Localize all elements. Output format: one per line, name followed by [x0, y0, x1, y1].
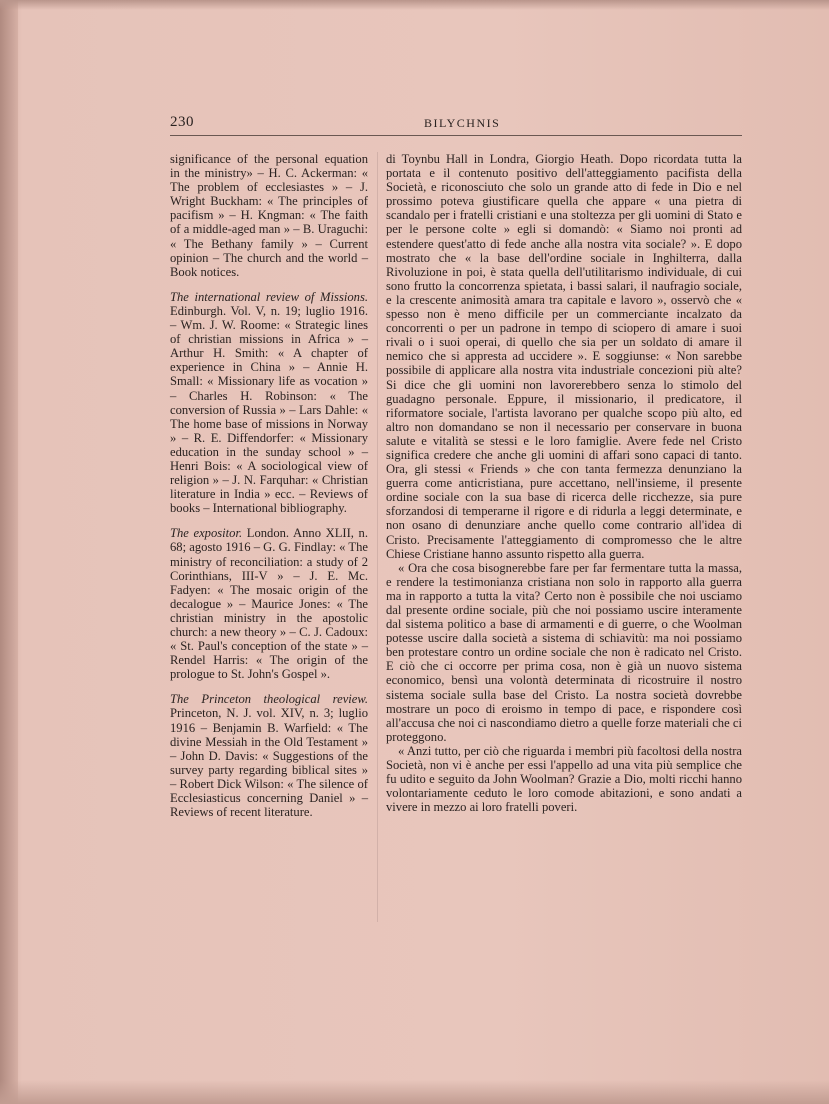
column-divider [377, 152, 378, 922]
left-paragraph-text: significance of the personal equation in the ministry» – H. C. Ackerman: « The problem of ecclesiastes » – J. Wright Buckham: « The principles of pacifism » – H. Kngman: « The faith of a middle-aged man » – B. Uraguchi: « The Bethany family » – Current opinion – The church and the world – Book notices. [170, 152, 368, 279]
page-bottom-edge [0, 1080, 829, 1104]
journal-contents: Edinburgh. Vol. V, n. 19; luglio 1916. – Wm. J. W. Roome: « Strategic lines of christian missions in Africa » – Arthur H. Smith: « A chapter of experience in China » – Annie H. Small: « Missionary life as vocation » – Charles H. Robinson: « The conversion of Russia » – Lars Dahle: « The home base of missions in Norway » – R. E. Diffendorfer: « Missionary education in the sunday school » – Henri Bois: « A sociological view of religion » – J. N. Farquhar: « Christian literature in India » ecc. – Reviews of books – International bibliography. [170, 303, 368, 516]
page-header [170, 114, 742, 136]
left-column [170, 152, 368, 830]
right-paragraph: « Anzi tutto, per ciò che riguarda i membri più facoltosi della nostra Società, non vi è anche per essi l'appello ad una vita più semplice che fu udito e seguito da John Woolman? Grazie a Dio, molti ricchi hanno volontariamente ceduto le loro comode abitazioni, e sono andati a vivere in mezzo ai loro fratelli poveri. [386, 743, 742, 815]
journal-entry [170, 290, 368, 516]
left-paragraph [170, 152, 368, 279]
running-title: BILYCHNIS [424, 116, 501, 130]
header-rule [170, 135, 742, 136]
journal-contents: London. Anno XLII, n. 68; agosto 1916 – G. G. Findlay: « The ministry of reconciliation: a study of 2 Corinthians, III-V » – J. E. Mc. Fadyen: « The mosaic origin of the decalogue » – Maurice Jones: « The christian ministry in the apostolic church: a new theory » – C. J. Cadoux: « St. Paul's conception of the state » – Rendel Harris: « The origin of the prologue to St. John's Gospel ». [170, 526, 368, 682]
right-column [386, 152, 742, 814]
journal-title: The Princeton theological review. [170, 692, 368, 707]
journal-entry [170, 692, 368, 819]
journal-title: The expositor. [170, 526, 243, 541]
journal-contents: Princeton, N. J. vol. XIV, n. 3; luglio 1916 – Benjamin B. Warfield: « The divine Messiah in the Old Testament » – John D. Davis: « Suggestions of the survey party regarding biblical sites » – Robert Dick Wilson: « The silence of Ecclesiasticus concerning Daniel » – Reviews of recent literature. [170, 706, 368, 820]
right-paragraph: « Ora che cosa bisognerebbe fare per far fermentare tutta la massa, e rendere la testimonianza cristiana non solo in rapporto alla guerra ma in rapporto a tutta la vita? Certo non è possibile che noi usciamo dal presente ordine sociale, più che noi possiamo uscire interamente dal sistema politico a base di armamenti e di guerre, o che Woolman potesse uscire dalla società a sistema di schiavitù: ma noi possiamo ben protestare contro un ordine sociale che non è radicato nel Cristo. E ciò che ci occorre per prima cosa, non è già un nuovo sistema economico, bensì una volontà determinata di ricostruire il nostro sistema sociale sulla base del Cristo. La nostra società dovrebbe mostrare un poco di eroismo in tempo di pace, e rispondere così all'accusa che noi ci nascondiamo dietro a quelle forze materiali che ci proteggono. [386, 560, 742, 744]
page-number: 230 [170, 114, 194, 130]
journal-entry [170, 526, 368, 681]
page-binding [0, 0, 18, 1104]
page-top-edge [0, 0, 829, 10]
journal-title: The international review of Missions. [170, 289, 368, 304]
right-paragraph: di Toynbu Hall in Londra, Giorgio Heath. Dopo ricordata tutta la portata e il contenuto positivo dell'atteggiamento pacifista della Società, e riconosciuto che solo un grande atto di fede in Dio e nel prossimo poteva giustificare quella che appare « una pietra di scandalo per i fratelli cristiani e una stoltezza per gli uomini di Stato e per le persone colte » egli si domandò: « Siamo noi pronti ad estendere quest'atto di fede anche alla nostra vita sociale? ». E dopo mostrato che « la base dell'ordine sociale in Inghilterra, dalla Rivoluzione in poi, è stata quella dell'utilitarismo individuale, di cui sono frutto la concorrenza spietata, i bassi salari, il naufragio sociale, e la crescente animosità amara tra capitale e lavoro », osservò che « spesso non è meno difficile per un commerciante incalzato da concorrenti o per un padrone in tempo di sciopero di amare i suoi rivali o i suoi operai, di quello che sia per un soldato di amare il nemico che si appresta ad uccidere ». E soggiunse: « Non sarebbe possibile di applicare alla nostra vita industriale concezioni più alte? Si dice che gli uomini non lavorerebbero senza lo stimolo del guadagno personale. Eppure, il missionario, il predicatore, il riformatore sociale, l'artista lavorano per qualche scopo più alto, ed altro non domandano se non il necessario per conservare in buona salute e vitalità se stessi e le loro famiglie. Avere fede nel Cristo significa credere che anche gli uomini di affari sono capaci di tanto. Ora, gli stessi « Friends » che con tanta fermezza denunziano la guerra come anticristiana, pure accettano, nell'insieme, il presente ordine sociale con la sua base di ricerca delle ricchezze, sia pure sforzandosi di temperarne il rigore e di ridurla a leggi determinate, e non osano di denunziare anche quello come contrario all'idea di Cristo. Precisamente l'atteggiamento di compromesso che le altre Chiese Cristiane hanno assunto rispetto alla guerra. [386, 152, 742, 561]
